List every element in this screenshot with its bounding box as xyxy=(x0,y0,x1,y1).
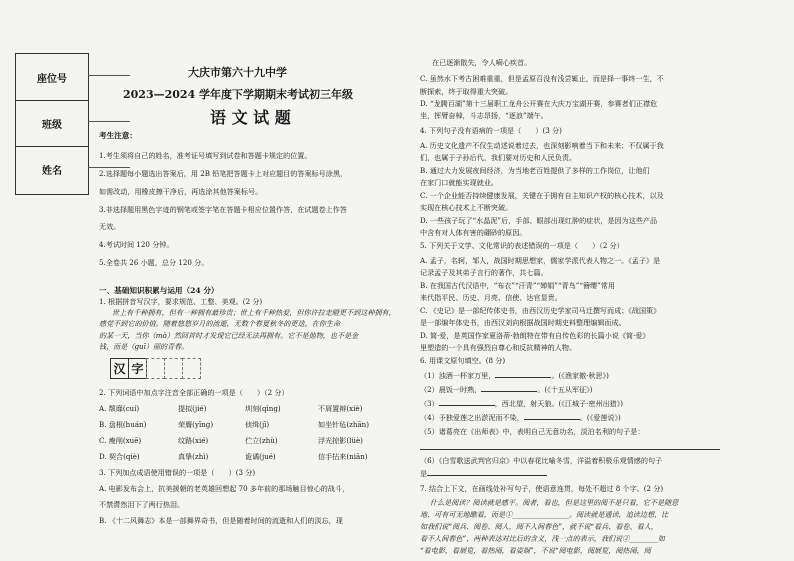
question-3: 3. 下列加点成语使用错误的一项是（ ）(3 分) xyxy=(99,468,256,477)
q3-option-b-cont: 在已逐渐散失，令人嗬心疾首。 xyxy=(432,58,532,67)
q3-option-c: 断探索，终于取得重大突破。 xyxy=(420,87,513,96)
option-c: C. 瘦削(xuē) xyxy=(99,436,142,445)
q4-line: 们，也属于子孙后代，我们要对历史和人民负责。 xyxy=(420,153,577,162)
name-label: 姓名 xyxy=(42,165,62,177)
subject-title: 语 文 试 题 xyxy=(210,108,291,127)
q7-line: 如我们说“阅兵、阅卷、阅人，阅不人间春色”，就不说“看兵、看卷、看人， xyxy=(420,522,658,531)
answer-blank[interactable] xyxy=(427,469,547,476)
q3-option-d: D. “龙腾百湖”第十三届职工龙舟公开赛在大庆万宝湖开赛，参赛者们正襟危 xyxy=(420,99,658,108)
note-line: 无效。 xyxy=(99,222,121,231)
option-word: 圳刻(qìnɡ) xyxy=(245,404,281,413)
q4-line: D. 一些孩子玩了“水晶泥”后，手部、眼部出现红肿的症状，是因为这些产品 xyxy=(420,216,658,225)
seat-number-label: 座位号 xyxy=(16,54,88,101)
answer-blank[interactable] xyxy=(420,441,720,450)
option-word: 如坐针毡(zhān) xyxy=(318,420,370,429)
note-line: 如需改动，用橡皮擦干净后，再选涂其他答案标号。 xyxy=(99,187,263,196)
option-a: A. 颓靡(cuí) xyxy=(99,404,140,413)
question-4: 4. 下列句子没有语病的一项是（ ）(3 分) xyxy=(420,126,562,135)
option-word: 真挚(zhì) xyxy=(178,452,209,461)
notes-title: 考生注意： xyxy=(99,131,137,140)
option-word: 浮光掠影(lüè) xyxy=(318,436,363,445)
q5-line: 记录孟子及其弟子言行的著作，共七篇。 xyxy=(420,268,548,277)
option-word: 伫立(zhù) xyxy=(245,436,278,445)
question-2: 2. 下列词语中加点字注音全部正确的一项是（ ）（2 分） xyxy=(99,388,289,397)
option-word: 纹路(xié) xyxy=(178,436,209,445)
answer-blank[interactable] xyxy=(524,413,580,420)
question-1-text: 钱，而是（ɡuī）丽的青春。 xyxy=(99,342,189,351)
option-word: 信手拈来(niān) xyxy=(318,452,368,461)
option-word: 诡谲(jué) xyxy=(245,452,276,461)
seat-number-line xyxy=(88,75,130,77)
answer-blank[interactable] xyxy=(495,371,551,378)
q4-line: 中含有对人体有害的硼砂的原因。 xyxy=(420,228,527,237)
q5-line: 是一部编年体史书，由西汉刘向根据战国时期史料整理编辑而成。 xyxy=(420,318,626,327)
q4-line: A. 历史文化遗产不仅生动述说着过去，也深刻影响着当下和未来；不仅属于我 xyxy=(420,141,664,150)
q7-line: “看电影，看展览，看热闹，看姿娱”，不说“阅电影，阅展览，阅热闹，阅 xyxy=(420,546,651,555)
q6-item-6: （6）《白雪歌送武判官归京》中以春花比喻冬雪，洋溢着积极乐观情感的句子 xyxy=(420,456,663,465)
grid-cell: 汉 xyxy=(110,358,129,379)
q5-line: B. 在我国古代汉语中，“布衣”“汗青”“婵娟”“青鸟”“簪缨”常用 xyxy=(420,281,615,290)
grid-cell[interactable] xyxy=(164,358,183,379)
q5-line: D. 简·爱，是英国作家夏洛蒂·勃朗特在带有自传色彩的长篇小说《简·爱》 xyxy=(420,331,650,340)
option-word: 提拟(jié) xyxy=(178,404,207,413)
q6-item: （3） ，西北望，射天狼。(《江城子·密州出猎》) xyxy=(420,399,624,408)
grid-cell[interactable] xyxy=(146,358,165,379)
q6-item-6: 是 xyxy=(420,469,547,479)
q3-option-d: 坐，挥臂奋棹，斗志昂扬，“逐浪”端午。 xyxy=(420,111,548,120)
option-b: B. 盘根(huán) xyxy=(99,420,147,429)
question-1-text: 感觉不到它的价值。随着悠悠岁月的流逝，无数个春夏秋冬的更迭，在你生命 xyxy=(99,319,341,328)
q3-option-a: 不禁潸然泪下了两行热泪。 xyxy=(99,500,185,509)
q3-option-b: B. 《十二风舞志》本是一部舞界奇书，但是随着时间的流逝和人们的淡忘，现 xyxy=(99,516,343,525)
note-line: 1.考生须将自己的姓名，准考证号填写到试卷和答题卡规定的位置。 xyxy=(99,151,312,160)
question-1: 1. 根据拼音写汉字，要求规范、工整、美观。(2 分) xyxy=(99,297,263,306)
q5-line: C. 《史记》是一部纪传体史书，由西汉历史学家司马迁撰写而成；《战国策》 xyxy=(420,306,661,315)
question-6: 6. 用课文原句填空。(8 分) xyxy=(420,356,506,365)
q4-line: 在家门口就能实现就业。 xyxy=(420,178,499,187)
q6-item: （1）浊酒一杯家万里， 。(《渔家傲·秋思》) xyxy=(420,371,609,380)
q6-item: （4）予独爱莲之出淤泥而不染， 。(《爱莲说》) xyxy=(420,413,621,422)
seat-table xyxy=(15,53,89,195)
answer-blank[interactable] xyxy=(481,385,537,392)
q5-line: 来代指平民、历史、月亮、信使、达官显贵。 xyxy=(420,293,562,302)
grid-cell[interactable] xyxy=(182,358,201,379)
q7-line: 看不人间春色”，两种表达对比后的含义，浅一点的表示，我们说②________如 xyxy=(420,534,665,543)
q4-line: C. 一个企业能否持续健康发展，关键在于拥有自主知识产权的核心技术，以及 xyxy=(420,191,664,200)
q4-line: 实现在核心技术上不断突破。 xyxy=(420,203,513,212)
character-grid xyxy=(110,358,200,379)
note-line: 4.考试时间 120 分钟。 xyxy=(99,240,174,249)
question-1-text: 世上有千种拥有，但有一种拥有最珍贵；世上有千种热爱，但你许拉走瞪更不到这种拥有， xyxy=(112,308,396,317)
answer-blank[interactable] xyxy=(439,399,495,406)
note-line: 3.非选择题用黑色字迹的钢笔或签字笔在答题卡相应位置作答，在试题卷上作答 xyxy=(99,205,347,214)
q3-option-c: C. 虽然水下考古困难重重，但是孟原召没有浅尝辄止，而是择一事终一生，不 xyxy=(420,74,664,83)
term-title: 2023—2024 学年度下学期期末考试初三年级 xyxy=(123,88,354,101)
question-1-text: 的某一天，当你（mò）然回首时才发现它已经无法再拥有。它不是他物，也不是金 xyxy=(99,331,359,340)
question-5: 5. 下列关于文学、文化常识的表述错误的一项是（ ）（2 分） xyxy=(420,241,624,250)
q7-line: 地、可有可无地瞧看，而是①________________。阅读就是通读，追读边想，比 xyxy=(420,510,669,519)
q5-line: 里塑造的一个具有强烈自尊心和反抗精神的人物。 xyxy=(420,343,577,352)
q6-item: （2）晨饭一时熟， 。(《十五从军征》) xyxy=(420,385,593,394)
grid-cell: 字 xyxy=(128,358,147,379)
note-line: 2.选择题每小题选出答案后，用 2B 铅笔把答题卡上对应题目的答案标号涂黑， xyxy=(99,169,348,178)
q3-option-a: A. 电影发布会上，抗美援朝的老英雄回想起 70 多年前的那场触目惊心的战斗， xyxy=(99,484,350,493)
option-d: D. 契合(qiè) xyxy=(99,452,140,461)
note-line: 5.全卷共 26 小题，总分 120 分。 xyxy=(99,258,209,267)
school-name: 大庆市第六十九中学 xyxy=(188,66,287,79)
option-word: 荣膺(yīnɡ) xyxy=(178,420,214,429)
section-title: 一、基础知识积累与运用（24 分） xyxy=(99,286,219,295)
class-line xyxy=(88,121,130,123)
q4-line: B. 通过大力发展夜间经济，为当地老百姓提供了多样的工作岗位，让他们 xyxy=(420,166,650,175)
q6-item: （5）诸葛亮在《出师表》中，表明自己无意功名，淡泊名利的句子是： xyxy=(420,427,645,436)
question-7: 7. 结合上下文，在画线处补写句子，使语意连贯，每处不超过 8 个字。(2 分) xyxy=(420,484,664,493)
q7-line: 什么是阅读？阅读就是感平。阅者，看也，但是这里的阅不是只看，它不是随意 xyxy=(430,498,679,507)
option-word: 不屑置辩(xiè) xyxy=(318,404,363,413)
class-label: 班级 xyxy=(16,100,88,147)
q5-line: A. 孟子，名轲，邹人，战国时期思想家，儒家学派代表人物之一。《孟子》是 xyxy=(420,256,661,265)
option-word: 侦缉(jī) xyxy=(245,420,270,429)
